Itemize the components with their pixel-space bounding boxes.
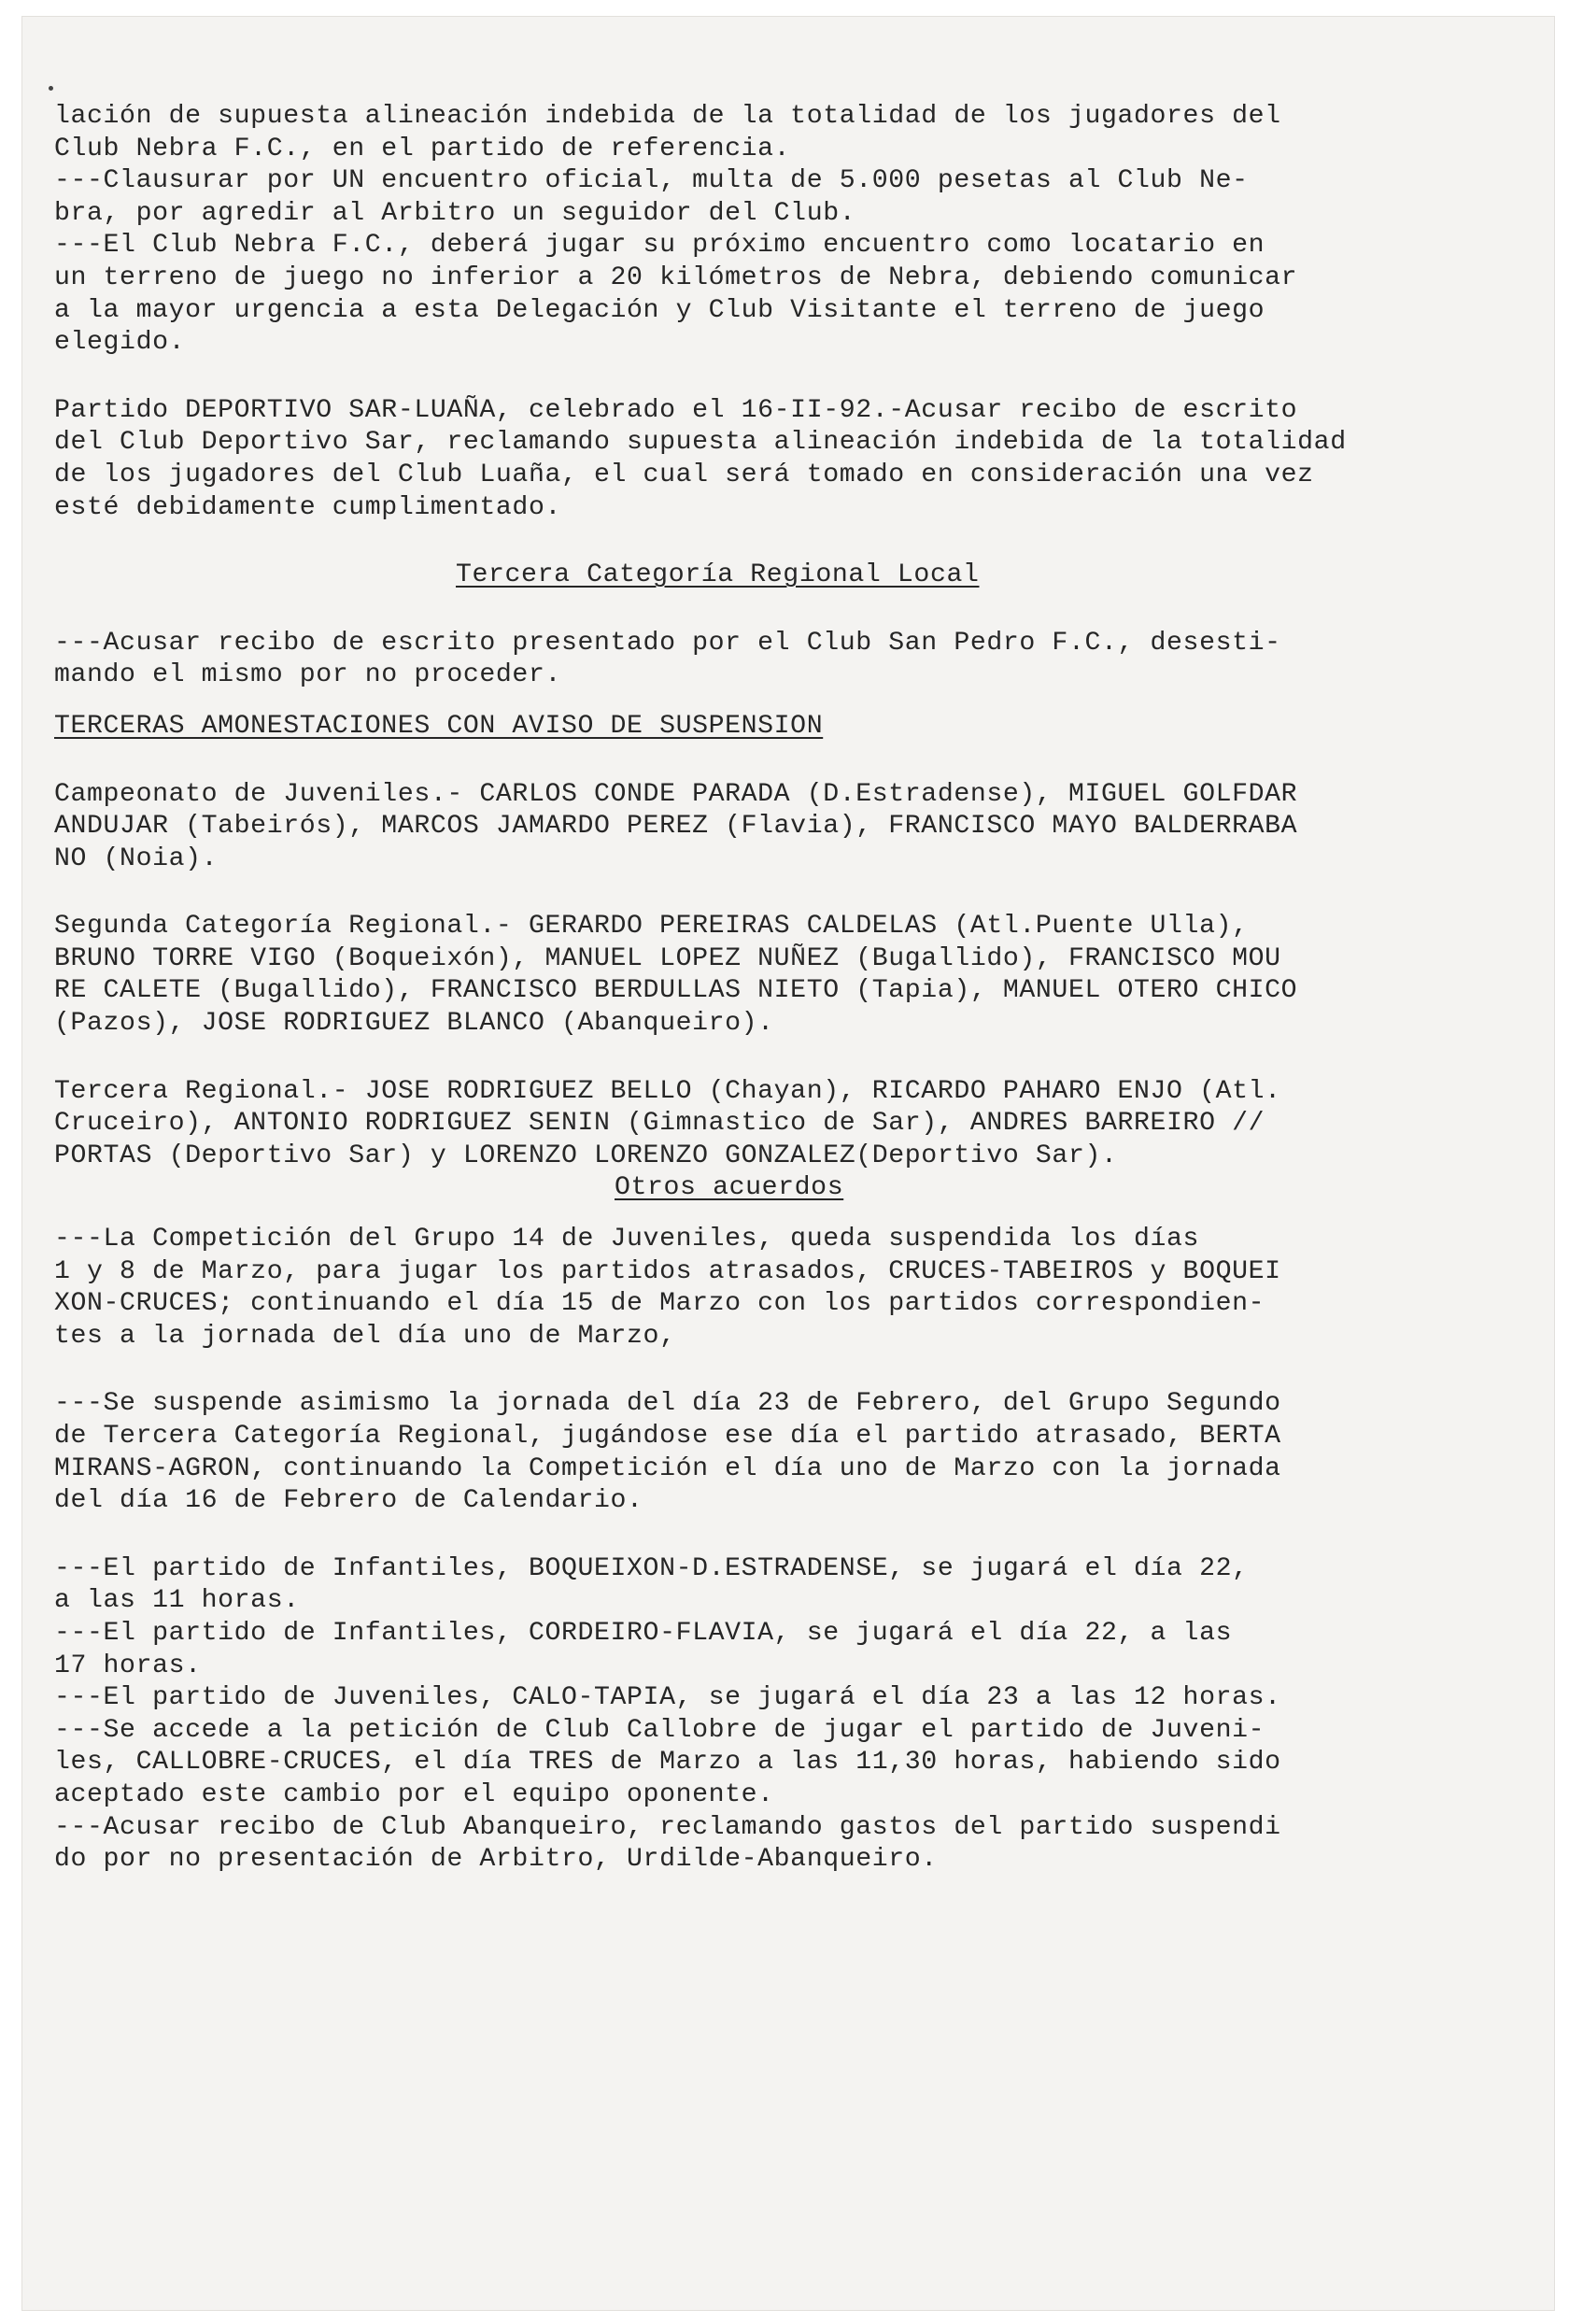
text-line: Partido DEPORTIVO SAR-LUAÑA, celebrado el 16-II-92.-Acusar recibo de escrito [54,395,1298,425]
text-line: ---Acusar recibo de Club Abanqueiro, reclamando gastos del partido suspendi [54,1812,1281,1842]
hole-punch-mark [49,86,53,91]
text-line: NO (Noia). [54,843,219,873]
text-line: PORTAS (Deportivo Sar) y LORENZO LORENZO GONZALEZ(Deportivo Sar). [54,1141,1118,1170]
heading-tercera-local: Tercera Categoría Regional Local [456,560,980,590]
text-line: lación de supuesta alineación indebida de la totalidad de los jugadores del [54,102,1281,131]
typed-text-body [54,101,1548,1877]
text-line: (Pazos), JOSE RODRIGUEZ BLANCO (Abanqueiro). [54,1009,774,1039]
paragraph-partidos [54,1553,1548,1877]
text-line: ---Se accede a la petición de Club Callobre de jugar el partido de Juveni- [54,1715,1265,1745]
paragraph-grupo-segundo [54,1388,1548,1517]
heading-amonestaciones: TERCERAS AMONESTACIONES CON AVISO DE SUSPENSION [54,711,824,741]
paragraph-sar-luana [54,395,1548,524]
paragraph-tercera-regional [54,1076,1548,1173]
text-line: mando el mismo por no proceder. [54,660,561,690]
text-line: Campeonato de Juveniles.- CARLOS CONDE PARADA (D.Estradense), MIGUEL GOLFDAR [54,779,1298,809]
text-line: aceptado este cambio por el equipo oponente. [54,1779,774,1809]
text-line: ---El partido de Infantiles, BOQUEIXON-D.ESTRADENSE, se jugará el día 22, [54,1553,1249,1583]
text-line: un terreno de juego no inferior a 20 kilómetros de Nebra, debiendo comunicar [54,262,1298,292]
text-line: ---Clausurar por UN encuentro oficial, multa de 5.000 pesetas al Club Ne- [54,166,1249,196]
text-line: a las 11 horas. [54,1586,300,1616]
text-line: bra, por agredir al Arbitro un seguidor del Club. [54,198,856,228]
text-line: de los jugadores del Club Luaña, el cual será tomado en consideración una vez [54,460,1314,489]
text-line: Cruceiro), ANTONIO RODRIGUEZ SENIN (Gimnastico de Sar), ANDRES BARREIRO // [54,1109,1265,1139]
text-line: ---Se suspende asimismo la jornada del día 23 de Febrero, del Grupo Segundo [54,1389,1281,1419]
heading-otros-acuerdos: Otros acuerdos [615,1173,844,1203]
text-line: Club Nebra F.C., en el partido de referencia. [54,134,791,163]
text-line: ---El partido de Juveniles, CALO-TAPIA, se jugará el día 23 a las 12 horas. [54,1683,1281,1713]
text-line: de Tercera Categoría Regional, jugándose ese día el partido atrasado, BERTA [54,1422,1281,1451]
text-line: del día 16 de Febrero de Calendario. [54,1486,643,1516]
paragraph-sanction-nebra [54,101,1548,360]
text-line: del Club Deportivo Sar, reclamando supuesta alineación indebida de la totalidad [54,428,1347,458]
text-line: MIRANS-AGRON, continuando la Competición el día uno de Marzo con la jornada [54,1453,1281,1483]
paragraph-san-pedro [54,628,1548,692]
text-line: do por no presentación de Arbitro, Urdilde-Abanqueiro. [54,1845,938,1875]
text-line: ---El partido de Infantiles, CORDEIRO-FLAVIA, se jugará el día 22, a las [54,1618,1233,1648]
text-line: 17 horas. [54,1651,202,1680]
text-line: XON-CRUCES; continuando el día 15 de Marzo con los partidos correspondien- [54,1289,1265,1319]
text-line: Tercera Regional.- JOSE RODRIGUEZ BELLO (Chayan), RICARDO PAHARO ENJO (Atl. [54,1076,1281,1106]
text-line: elegido. [54,328,186,358]
text-line: ANDUJAR (Tabeirós), MARCOS JAMARDO PEREZ (Flavia), FRANCISCO MAYO BALDERRABA [54,812,1298,842]
text-line: a la mayor urgencia a esta Delegación y Club Visitante el terreno de juego [54,295,1265,325]
paragraph-segunda-regional [54,911,1548,1040]
text-line: 1 y 8 de Marzo, para jugar los partidos atrasados, CRUCES-TABEIROS y BOQUEI [54,1256,1281,1286]
text-line: ---La Competición del Grupo 14 de Juveniles, queda suspendida los días [54,1225,1200,1254]
paragraph-juveniles [54,779,1548,876]
text-line: ---El Club Nebra F.C., deberá jugar su próximo encuentro como locatario en [54,231,1265,261]
text-line: tes a la jornada del día uno de Marzo, [54,1321,676,1351]
text-line: Segunda Categoría Regional.- GERARDO PEREIRAS CALDELAS (Atl.Puente Ulla), [54,912,1249,942]
text-line: les, CALLOBRE-CRUCES, el día TRES de Marzo a las 11,30 horas, habiendo sido [54,1748,1281,1778]
paragraph-grupo-14 [54,1224,1548,1353]
text-line: ---Acusar recibo de escrito presentado por el Club San Pedro F.C., desesti- [54,628,1281,658]
text-line: esté debidamente cumplimentado. [54,492,561,522]
text-line: BRUNO TORRE VIGO (Boqueixón), MANUEL LOPEZ NUÑEZ (Bugallido), FRANCISCO MOU [54,943,1281,973]
text-line: RE CALETE (Bugallido), FRANCISCO BERDULLAS NIETO (Tapia), MANUEL OTERO CHICO [54,976,1298,1006]
